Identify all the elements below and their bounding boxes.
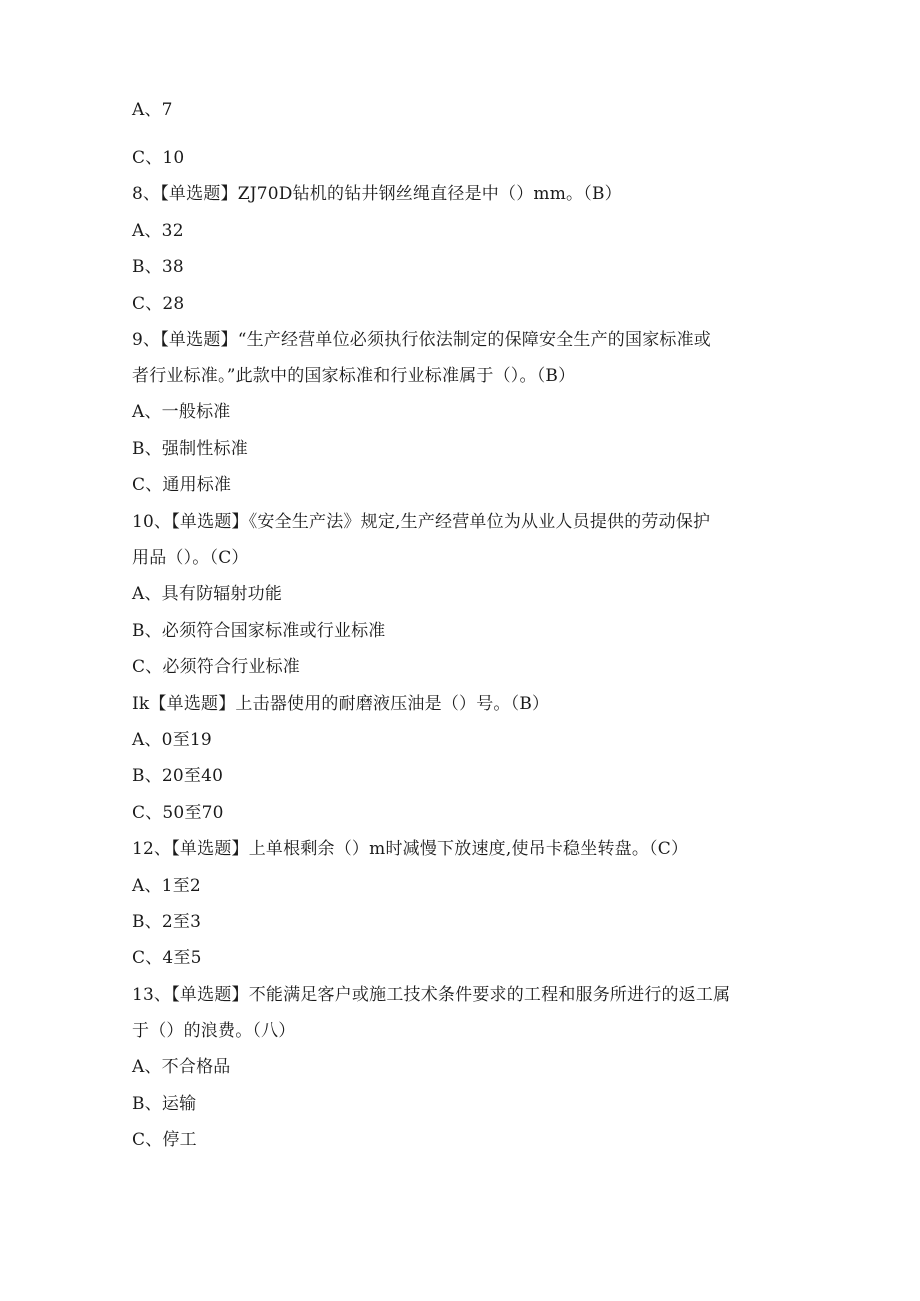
q10-option-b: B、必须符合国家标准或行业标准 — [132, 621, 386, 641]
q13-option-b: B、运输 — [132, 1094, 197, 1114]
q11-option-a: A、0至19 — [132, 730, 212, 750]
q8-option-c: C、28 — [132, 294, 185, 314]
q13-option-c: C、停工 — [132, 1130, 197, 1150]
question-10-text-line1: 10、【单选题】《安全生产法》规定,生产经营单位为从业人员提供的劳动保护 — [132, 512, 711, 532]
q11-option-c: C、50至70 — [132, 803, 224, 823]
question-12-text: 12、【单选题】上单根剩余（）m时减慢下放速度,使吊卡稳坐转盘。（C） — [132, 839, 689, 859]
q10-option-c: C、必须符合行业标准 — [132, 657, 301, 677]
question-13-text-line1: 13、【单选题】不能满足客户或施工技术条件要求的工程和服务所进行的返工属 — [132, 985, 731, 1005]
option-c-line: C、10 — [132, 148, 185, 168]
q8-option-b: B、38 — [132, 257, 184, 277]
question-9-text-line2: 者行业标准。”此款中的国家标准和行业标准属于（）。（B） — [132, 366, 576, 386]
q12-option-b: B、2至3 — [132, 912, 202, 932]
q8-option-a: A、32 — [132, 221, 184, 241]
question-10-text-line2: 用品（）。（C） — [132, 548, 249, 568]
q12-option-a: A、1至2 — [132, 876, 201, 896]
q9-option-b: B、强制性标准 — [132, 439, 248, 459]
q9-option-c: C、通用标准 — [132, 475, 232, 495]
question-9-text-line1: 9、【单选题】“生产经营单位必须执行依法制定的保障安全生产的国家标准或 — [132, 330, 712, 350]
q10-option-a: A、具有防辐射功能 — [132, 584, 283, 604]
question-13-text-line2: 于（）的浪费。（八） — [132, 1021, 296, 1041]
question-11-text: Ik【单选题】上击器使用的耐磨液压油是（）号。（B） — [132, 694, 550, 714]
q9-option-a: A、一般标准 — [132, 402, 231, 422]
q13-option-a: A、不合格品 — [132, 1057, 231, 1077]
option-a-line: A、7 — [132, 100, 173, 120]
q12-option-c: C、4至5 — [132, 948, 202, 968]
question-8-text: 8、【单选题】ZJ70D钻机的钻井钢丝绳直径是中（）mm。（B） — [132, 184, 622, 204]
q11-option-b: B、20至40 — [132, 766, 224, 786]
